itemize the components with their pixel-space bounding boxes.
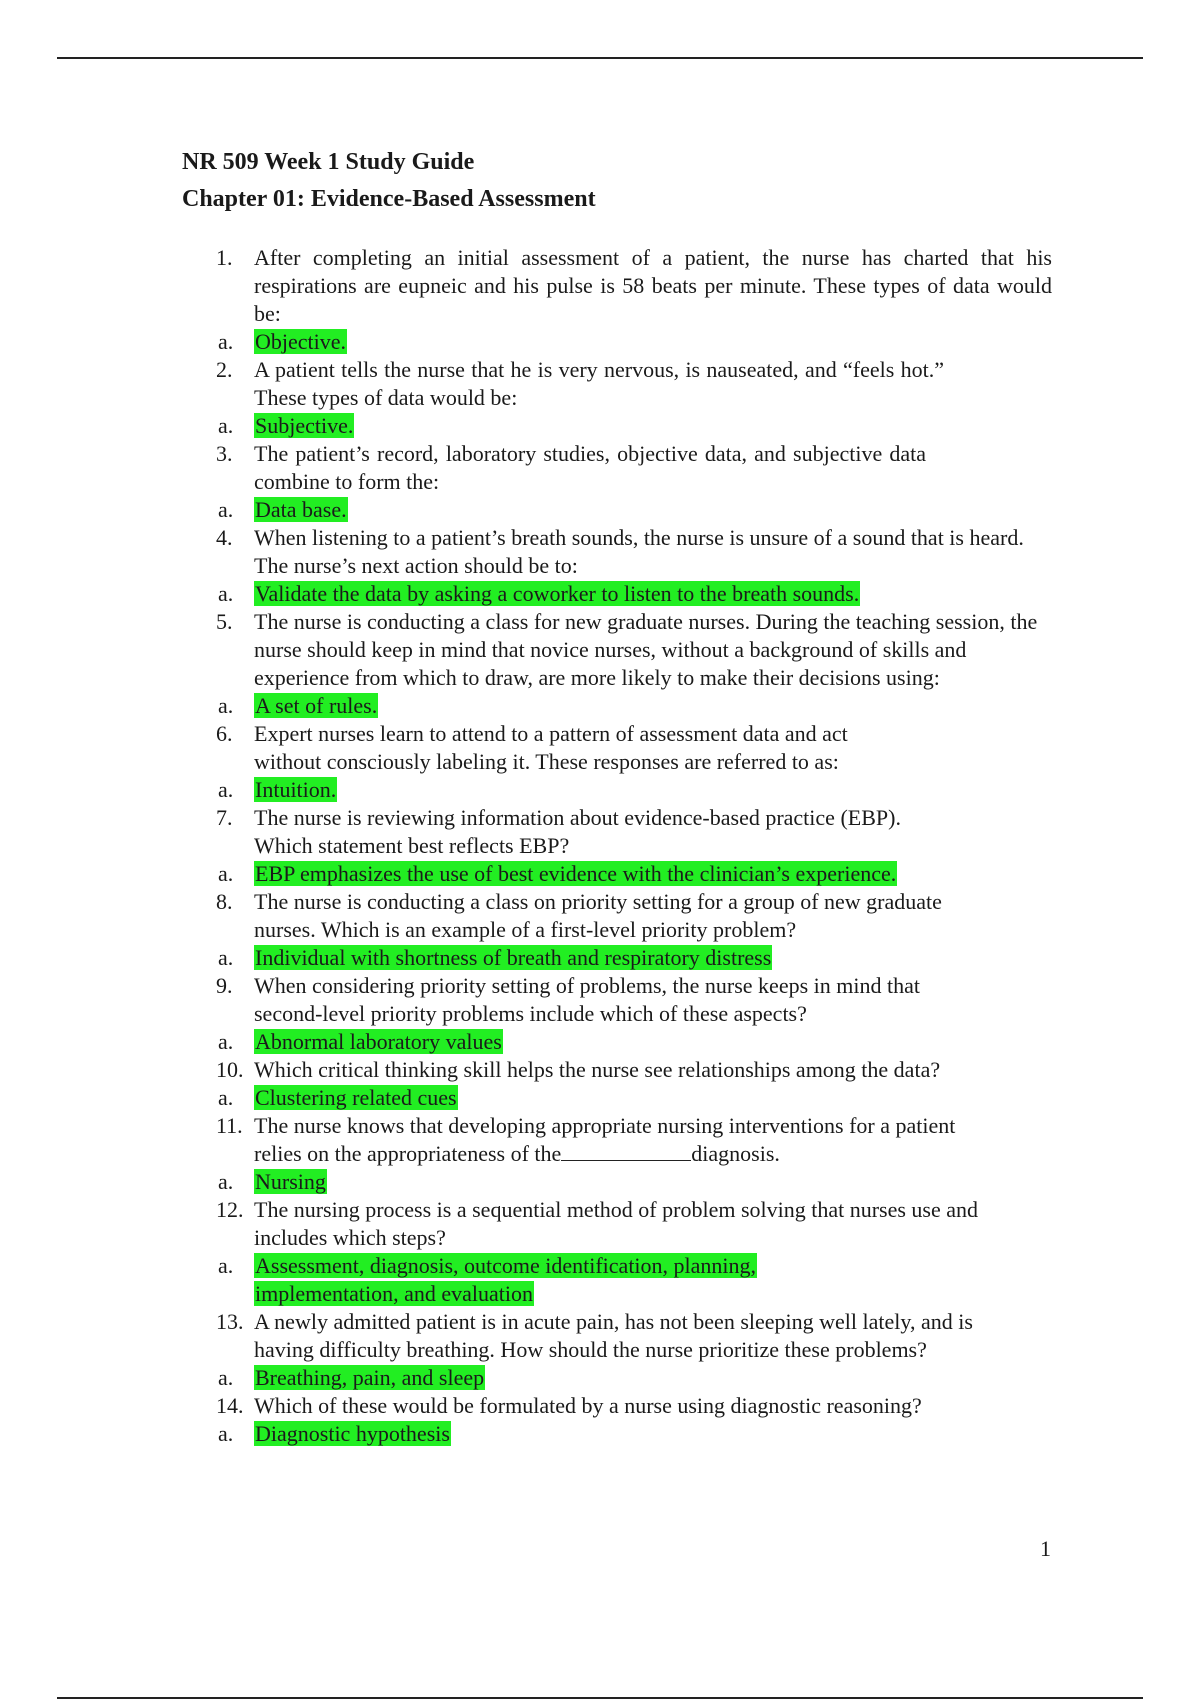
question-item	[182, 440, 1062, 496]
answer-letter: a.	[218, 1029, 234, 1054]
question-item	[182, 1392, 1062, 1420]
question-text-line: Expert nurses learn to attend to a pattern of assessment data and act	[254, 721, 848, 746]
highlighted-answer: Abnormal laboratory values	[255, 1029, 502, 1054]
question-text	[254, 1308, 1052, 1364]
top-rule	[57, 57, 1143, 59]
answer-letter: a.	[218, 693, 234, 718]
question-text-line: second-level priority problems include which of these aspects?	[254, 1001, 807, 1026]
highlighted-answer: A set of rules.	[255, 693, 378, 718]
question-item	[182, 720, 1062, 776]
answer-item	[182, 1084, 1062, 1112]
answer-item	[182, 1364, 1062, 1392]
question-item	[182, 1056, 1062, 1084]
answer-letter: a.	[218, 497, 234, 522]
question-number: 5.	[216, 609, 233, 634]
question-number: 6.	[216, 721, 233, 746]
question-text-line: relies on the appropriateness of the	[254, 1141, 562, 1166]
answer-letter: a.	[218, 945, 234, 970]
question-item	[182, 1196, 1062, 1252]
question-item	[182, 356, 1062, 412]
question-text: A patient tells the nurse that he is very nervous, is nauseated, and “feels hot.” These types of data would be:	[254, 357, 944, 410]
answer-letter: a.	[218, 581, 234, 606]
answer-item	[182, 1420, 1062, 1448]
question-number: 2.	[216, 357, 233, 382]
highlighted-answer: Validate the data by asking a coworker to listen to the breath sounds.	[255, 581, 860, 606]
question-number: 4.	[216, 525, 233, 550]
highlighted-answer: Objective.	[255, 329, 347, 354]
answer-letter: a.	[218, 1169, 234, 1194]
question-text: Which of these would be formulated by a nurse using diagnostic reasoning?	[254, 1393, 922, 1418]
question-text	[254, 888, 1052, 944]
question-number: 11.	[216, 1113, 243, 1138]
question-number: 9.	[216, 973, 233, 998]
document-body	[182, 144, 1062, 1448]
highlighted-answer: Subjective.	[255, 413, 354, 438]
highlighted-answer: Breathing, pain, and sleep	[255, 1365, 485, 1390]
answer-letter: a.	[218, 413, 234, 438]
question-item	[182, 1308, 1062, 1364]
highlighted-answer: Individual with shortness of breath and respiratory distress	[255, 945, 772, 970]
answer-item	[182, 944, 1062, 972]
answer-item	[182, 860, 1062, 888]
question-number: 7.	[216, 805, 233, 830]
question-text-line: A newly admitted patient is in acute pain, has not been sleeping well lately, and is	[254, 1309, 973, 1334]
question-text	[254, 1112, 1052, 1168]
question-item	[182, 888, 1062, 944]
question-text-line: The nursing process is a sequential method of problem solving that nurses use and	[254, 1197, 979, 1222]
question-text	[254, 972, 1052, 1028]
highlighted-answer: Data base.	[255, 497, 347, 522]
answer-letter: a.	[218, 777, 234, 802]
question-text: When listening to a patient’s breath sounds, the nurse is unsure of a sound that is heard. The nurse’s next action should be to:	[254, 525, 1024, 578]
answer-letter: a.	[218, 1085, 234, 1110]
highlighted-answer: Nursing	[255, 1169, 326, 1194]
question-text-line: nurses. Which is an example of a first-level priority problem?	[254, 917, 797, 942]
question-number: 10.	[216, 1057, 244, 1082]
answer-item	[182, 1252, 1062, 1308]
question-text: After completing an initial assessment of a patient, the nurse has charted that his respirations are eupneic and his pulse is 58 beats per minute. These types of data would be:	[254, 245, 1052, 326]
answer-item	[182, 692, 1062, 720]
answer-letter: a.	[218, 1421, 234, 1446]
document-title: NR 509 Week 1 Study Guide	[182, 149, 475, 175]
answer-item	[182, 496, 1062, 524]
highlighted-answer: implementation, and evaluation	[255, 1281, 533, 1306]
answer-letter: a.	[218, 861, 234, 886]
question-text-line: The nurse is conducting a class on priority setting for a group of new graduate	[254, 889, 942, 914]
answer-letter: a.	[218, 329, 234, 354]
answer-item	[182, 1168, 1062, 1196]
answer-item	[182, 580, 1062, 608]
question-item	[182, 1112, 1062, 1168]
question-item	[182, 972, 1062, 1028]
question-item	[182, 244, 1062, 328]
answer-item	[182, 412, 1062, 440]
answer-item	[182, 328, 1062, 356]
question-number: 8.	[216, 889, 233, 914]
bottom-rule	[57, 1697, 1143, 1699]
question-text-line: having difficulty breathing. How should the nurse prioritize these problems?	[254, 1337, 927, 1362]
question-text	[254, 804, 1052, 860]
question-item	[182, 804, 1062, 860]
question-text-line: without consciously labeling it. These responses are referred to as:	[254, 749, 839, 774]
question-number: 12.	[216, 1197, 244, 1222]
question-item	[182, 608, 1062, 692]
question-text: Which critical thinking skill helps the nurse see relationships among the data?	[254, 1057, 941, 1082]
question-number: 1.	[216, 245, 233, 270]
question-text-line: The nurse is reviewing information about evidence-based practice (EBP).	[254, 805, 901, 830]
question-list	[182, 244, 1062, 1448]
chapter-title: Chapter 01: Evidence-Based Assessment	[182, 186, 596, 212]
question-text	[254, 720, 1052, 776]
question-text: The nurse is conducting a class for new graduate nurses. During the teaching session, the nurse should keep in mind that novice nurses, without a background of skills and experience from which to draw, are more likely to make their decisions using:	[254, 609, 1038, 690]
highlighted-answer: EBP emphasizes the use of best evidence with the clinician’s experience.	[255, 861, 897, 886]
question-text: The patient’s record, laboratory studies, objective data, and subjective data combine to form the:	[254, 441, 926, 494]
question-text-after-blank: diagnosis.	[691, 1141, 780, 1166]
highlighted-answer: Diagnostic hypothesis	[255, 1421, 450, 1446]
question-text-line: The nurse knows that developing appropriate nursing interventions for a patient	[254, 1113, 956, 1138]
fill-in-blank	[561, 1140, 691, 1161]
answer-letter: a.	[218, 1365, 234, 1390]
page-number: 1	[1040, 1536, 1051, 1561]
answer-letter: a.	[218, 1253, 234, 1278]
highlighted-answer: Assessment, diagnosis, outcome identification, planning,	[255, 1253, 757, 1278]
question-text-line: Which statement best reflects EBP?	[254, 833, 570, 858]
question-number: 13.	[216, 1309, 244, 1334]
question-item	[182, 524, 1062, 580]
question-text-line: includes which steps?	[254, 1225, 446, 1250]
question-text	[254, 1196, 1052, 1252]
question-number: 3.	[216, 441, 233, 466]
highlighted-answer: Clustering related cues	[255, 1085, 457, 1110]
answer-item	[182, 1028, 1062, 1056]
question-number: 14.	[216, 1393, 244, 1418]
question-text-line: When considering priority setting of problems, the nurse keeps in mind that	[254, 973, 920, 998]
answer-item	[182, 776, 1062, 804]
highlighted-answer: Intuition.	[255, 777, 337, 802]
